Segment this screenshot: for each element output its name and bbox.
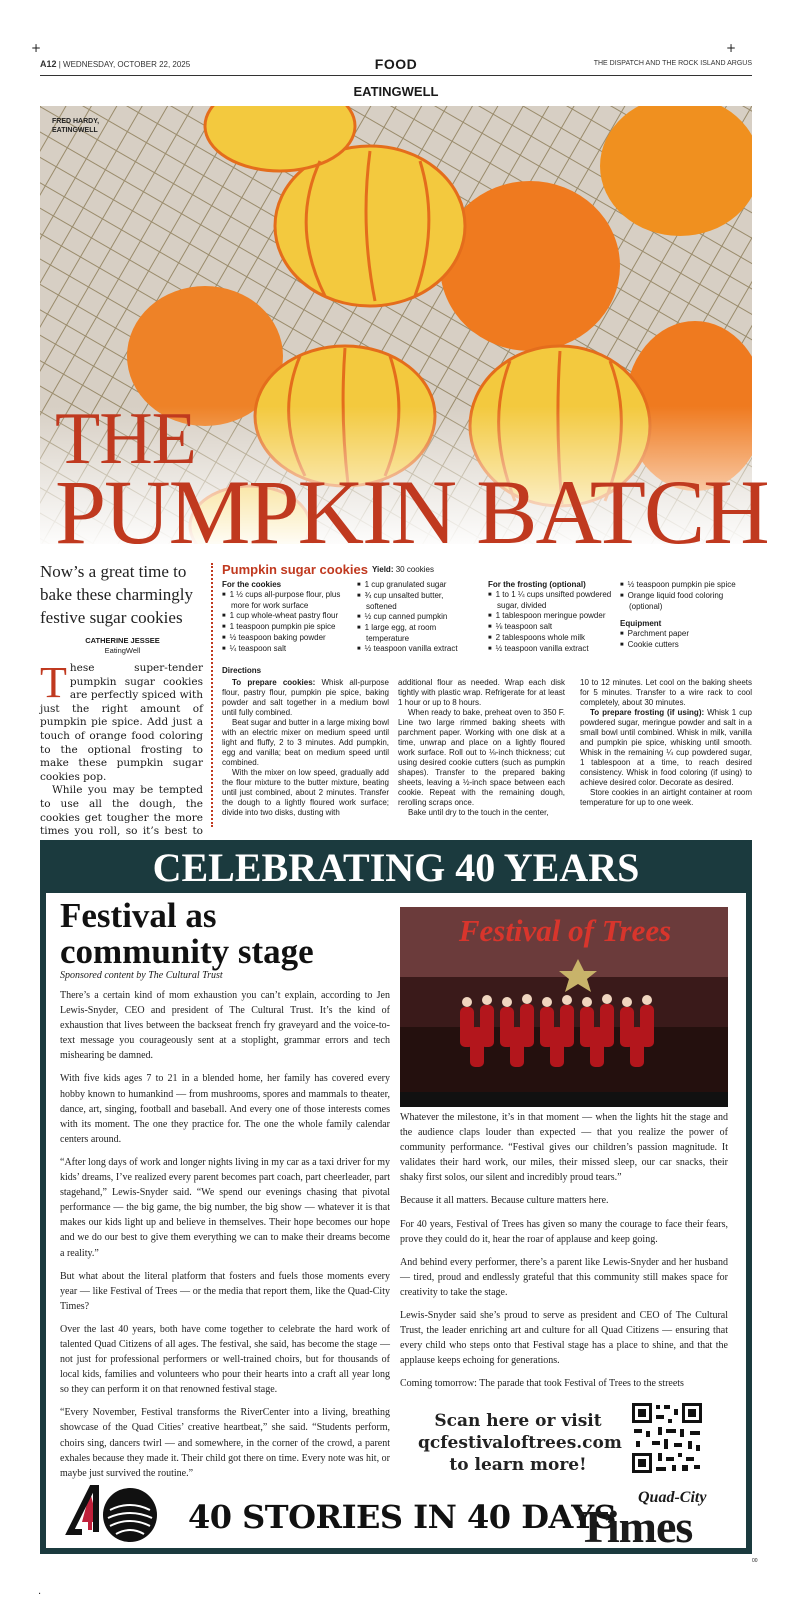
feature-headline [60, 898, 314, 970]
feature-paragraph: But what about the literal platform that fosters and fuels those moments every year — like Festival of Trees — or the media that report them, like the Quad-City Times? [60, 1270, 390, 1312]
ingredient-item: ■ 1 ½ cups all-purpose flour, plus more for work surface [222, 590, 352, 611]
direction-text: Bake until dry to the touch in the center, [408, 808, 549, 817]
direction-text: Store cookies in an airtight container at room temperature for up to one week. [580, 788, 752, 807]
byline-name: CATHERINE JESSEE [85, 636, 160, 645]
photo-credit [52, 117, 99, 135]
ingredients-heading: For the cookies [222, 580, 282, 589]
direction-text: 10 to 12 minutes. Let cool on the baking sheets for 5 minutes. Transfer to a wire rack to cool completely, about 30 minutes. [580, 678, 752, 707]
ingredients-cookies-b [357, 580, 472, 655]
page-header [40, 57, 752, 76]
page-code: 00 [752, 1558, 758, 1564]
ingredient-item: ■ 1 to 1 ¼ cups unsifted powdered sugar, divided [488, 590, 616, 611]
festival-photo [400, 907, 728, 1107]
frosting-heading: For the frosting (optional) [488, 580, 586, 589]
dotted-divider [211, 563, 213, 827]
ingredients-frosting-b [620, 580, 752, 651]
equipment-item: ■ Cookie cutters [620, 640, 752, 651]
feature-column-right [400, 1110, 728, 1400]
directions-heading: Directions [222, 666, 262, 675]
paper-names: THE DISPATCH AND THE ROCK ISLAND ARGUS [593, 60, 752, 67]
forty-years-logo [62, 1482, 168, 1544]
header-left: A12 | WEDNESDAY, OCTOBER 22, 2025 [40, 59, 191, 69]
yield-value: 30 cookies [395, 565, 434, 574]
scan-line-3: to learn more! [449, 1455, 587, 1475]
feature-paragraph: “Every November, Festival transforms the RiverCenter into a living, breathing showcase of the Quad Cities’ creative heartbeat,” she said. “Students perform, choirs sing, dancers twirl — and somewhere, in the corner of the crowd, a parent exhales because they made it. Their child got there on time. Every note was hit, or maybe just survived the routine.” [60, 1407, 390, 1479]
ingredient-item: ■ ½ cup canned pumpkin [357, 612, 472, 623]
ingredients-frosting-a [488, 580, 616, 655]
feature-paragraph: Lewis-Snyder said she’s proud to serve as president and CEO of The Cultural Trust, the leader enriching art and culture for all Quad Citizens — ensuring that every child who steps onto that Festival stage has a place to shine, and that the applause keeps echoing for generations. [400, 1310, 728, 1367]
ingredient-item: ■ ¾ cup unsalted butter, softened [357, 591, 472, 612]
feature-paragraph: Because it all matters. Because culture matters here. [400, 1195, 609, 1207]
logo-quad-city: Quad-City [638, 1489, 707, 1506]
page-number: A12 [40, 59, 57, 69]
crop-mark: + [726, 41, 737, 55]
intro-paragraph-1: hese super-tender pumpkin sugar cookies are perfectly spiced with just the right amount of pumpkin pie spice. Add just a touch of orange food coloring to the optional frosting to make these pumpkin sugar cookies pop. [40, 662, 203, 783]
feature-paragraph: With five kids ages 7 to 21 in a blended home, her family has covered every hobby known to humankind — from mushrooms, spores and mammals to theater, dance, art, singing, football and baseball. And every one of those interests comes with its moment. The one they practice for. The one the whole family calendar centers around. [60, 1073, 390, 1145]
feature-paragraph: For 40 years, Festival of Trees has given so many the courage to face their fears, prove they could do it, hear the roar of applause and keep going. [400, 1218, 728, 1245]
direction-text: additional flour as needed. Wrap each disk tightly with plastic wrap. Refrigerate for at least 1 hour or up to 8 hours. [398, 678, 565, 707]
section-kicker: EATINGWELL [353, 84, 439, 99]
ingredient-item: ■ 1 teaspoon pumpkin pie spice [222, 622, 352, 633]
directions-col-2 [398, 678, 565, 818]
ingredient-item: ■ ½ teaspoon baking powder [222, 633, 352, 644]
headline-line-2: PUMPKIN BATCH [55, 461, 768, 563]
scan-line-1: Scan here or visit [434, 1411, 602, 1431]
feature-paragraph: “After long days of work and longer nights living in my car as a taxi driver for my kids’ dreams, I’ve realized every parent becomes part coach, part cheerleader, part stagehand,” Lewis-Snyder said. “We spend our evenings chasing that pivotal performance — the big game, the big number, the big show — whatever it is that makes our kids light up and believe in themselves. Their hope becomes our hope and we do our best to give them everything we can to make their dreams become a reality.” [60, 1156, 390, 1259]
direction-text: Beat sugar and butter in a large mixing bowl with an electric mixer on medium speed until light and fluffy, 2 to 3 minutes. Add pumpkin, egg and vanilla; beat on medium speed until combined. [222, 718, 389, 767]
logo-40-text [62, 1482, 63, 1483]
section-name: FOOD [374, 56, 418, 72]
festival-40-logo-icon [62, 1482, 168, 1544]
quad-city-times-logo [578, 1489, 707, 1552]
byline [40, 636, 205, 656]
direction-text: With the mixer on low speed, gradually add the flour mixture to the butter mixture, beating until just combined, about 2 minutes. Transfer the dough to a lightly floured work surface; divide into two disks, dusting with [222, 768, 389, 817]
ingredient-item: ■ 2 tablespoons whole milk [488, 633, 616, 644]
qr-code[interactable] [630, 1401, 704, 1475]
ingredient-item: ■ 1 large egg, at room temperature [357, 623, 472, 644]
ingredient-item: ■ 1 cup whole-wheat pastry flour [222, 611, 352, 622]
feature-headline-line-1: Festival as [60, 896, 217, 935]
logo-times: Times [578, 1501, 693, 1552]
sponsor-line: Sponsored content by The Cultural Trust [60, 970, 223, 981]
page-dot: . [38, 1586, 42, 1597]
ingredient-item: ■ ⅛ teaspoon salt [488, 622, 616, 633]
feature-column-left [60, 988, 390, 1489]
deck: Now’s a great time to bake these charmingly festive sugar cookies [40, 562, 193, 627]
scan-url[interactable]: qcfestivaloftrees.com [418, 1433, 622, 1453]
feature-paragraph: Whatever the milestone, it’s in that moment — when the lights hit the stage and the audience claps louder than expected — that you realize the power of community performance. “Festival gives our children’s passion magnitude. It validates their hard work, our miles, their missed sleep, our car snacks, their shaky first solos, our silent and incredibly proud tears.” [400, 1112, 728, 1184]
step-lead: To prepare cookies: [232, 678, 316, 687]
footer-tagline: 40 STORIES IN 40 DAYS [188, 1498, 617, 1536]
feature-paragraph: There’s a certain kind of mom exhaustion you can’t explain, according to Jen Lewis-Snyder, CEO and president of The Cultural Trust. It’s the kind of exhaustion that lives between the backseat french fry graveyard and the voice-to-text message you courageously sent at a stoplight, grammar errors and tech mishearing be damned. [60, 990, 390, 1062]
byline-org: EatingWell [104, 646, 141, 655]
yield-label: Yield: [372, 565, 394, 574]
recipe-title: Pumpkin sugar cookies [222, 562, 368, 577]
ingredient-item: ■ ½ teaspoon vanilla extract [488, 644, 616, 655]
ingredients-cookies-a [222, 580, 352, 655]
qr-code-icon [630, 1401, 704, 1475]
ingredient-item: ■ ½ teaspoon pumpkin pie spice [620, 580, 752, 591]
equipment-heading: Equipment [620, 619, 662, 628]
directions-col-3 [580, 678, 752, 808]
drop-cap: T [40, 658, 67, 707]
equipment-item: ■ Parchment paper [620, 629, 752, 640]
directions-col-1 [222, 678, 389, 818]
issue-date: WEDNESDAY, OCTOBER 22, 2025 [63, 60, 191, 69]
step-lead: To prepare frosting (if using): [590, 708, 705, 717]
credit-org: EATINGWELL [52, 127, 98, 134]
festival-sign: Festival of Trees [458, 913, 672, 948]
ingredient-item: ■ 1 cup granulated sugar [357, 580, 472, 591]
ingredient-item: ■ ½ teaspoon vanilla extract [357, 644, 472, 655]
ingredient-item: ■ 1 tablespoon meringue powder [488, 611, 616, 622]
direction-text: When ready to bake, preheat oven to 350 F. Line two large rimmed baking sheets with parchment paper. Working with one disk at a time, unwrap and place on a lightly floured work surface. Roll out to ⅛-inch thickness; cut using desired cookie cutters (such as pumpkin shapes). Transfer to the prepared baking sheets, leaving a ½-inch space between each cookie. Repeat with the remaining dough, rerolling scraps once. [398, 708, 565, 807]
direction-text: Whisk all-purpose flour, pastry flour, pumpkin pie spice, baking powder and salt together in a medium bowl until fully combined. [222, 678, 389, 717]
direction-text: Whisk 1 cup powdered sugar, meringue powder and salt in a small bowl until combined. Whisk in milk, vanilla and pumpkin pie spice, whisking until smooth. Whisk in the remaining ¼ cup powdered sugar, 1 tablespoon at a time, to reach desired consistency. Whisk in food coloring (if using) to achieve desired color. Decorate as desired. [580, 708, 753, 787]
feature-paragraph: Over the last 40 years, both have come together to celebrate the hard work of talented Quad Citizens of all ages. The festival, she said, has become the stage — not just for professional performers or well-trained choirs, but for thousands of local kids, families and volunteers who pour their hearts into a craft all year long so they can perform it on that renowned festival stage. [60, 1323, 390, 1396]
teaser-line: Coming tomorrow: The parade that took Festival of Trees to the streets [400, 1378, 684, 1390]
feature-headline-line-2: community stage [60, 932, 314, 971]
ingredient-item: ■ ¼ teaspoon salt [222, 644, 352, 655]
intro-paragraph-2: While you may be tempted to use all the dough, the cookies get tougher the more times you roll, so it’s best to [40, 784, 203, 838]
ingredient-item: ■ Orange liquid food coloring (optional) [620, 591, 752, 612]
recipe-yield [372, 565, 434, 574]
intro-text [40, 658, 203, 852]
headline-line-1: THE [55, 398, 196, 480]
scan-callout [418, 1410, 622, 1476]
crop-mark: + [31, 41, 42, 55]
credit-photographer: FRED HARDY, [52, 118, 100, 125]
feature-paragraph: And behind every performer, there’s a parent like Lewis-Snyder and her husband — tired, proud and endlessly grateful that this community still makes space for creativity to take the stage. [400, 1256, 728, 1298]
section-banner: CELEBRATING 40 YEARS [152, 845, 640, 890]
